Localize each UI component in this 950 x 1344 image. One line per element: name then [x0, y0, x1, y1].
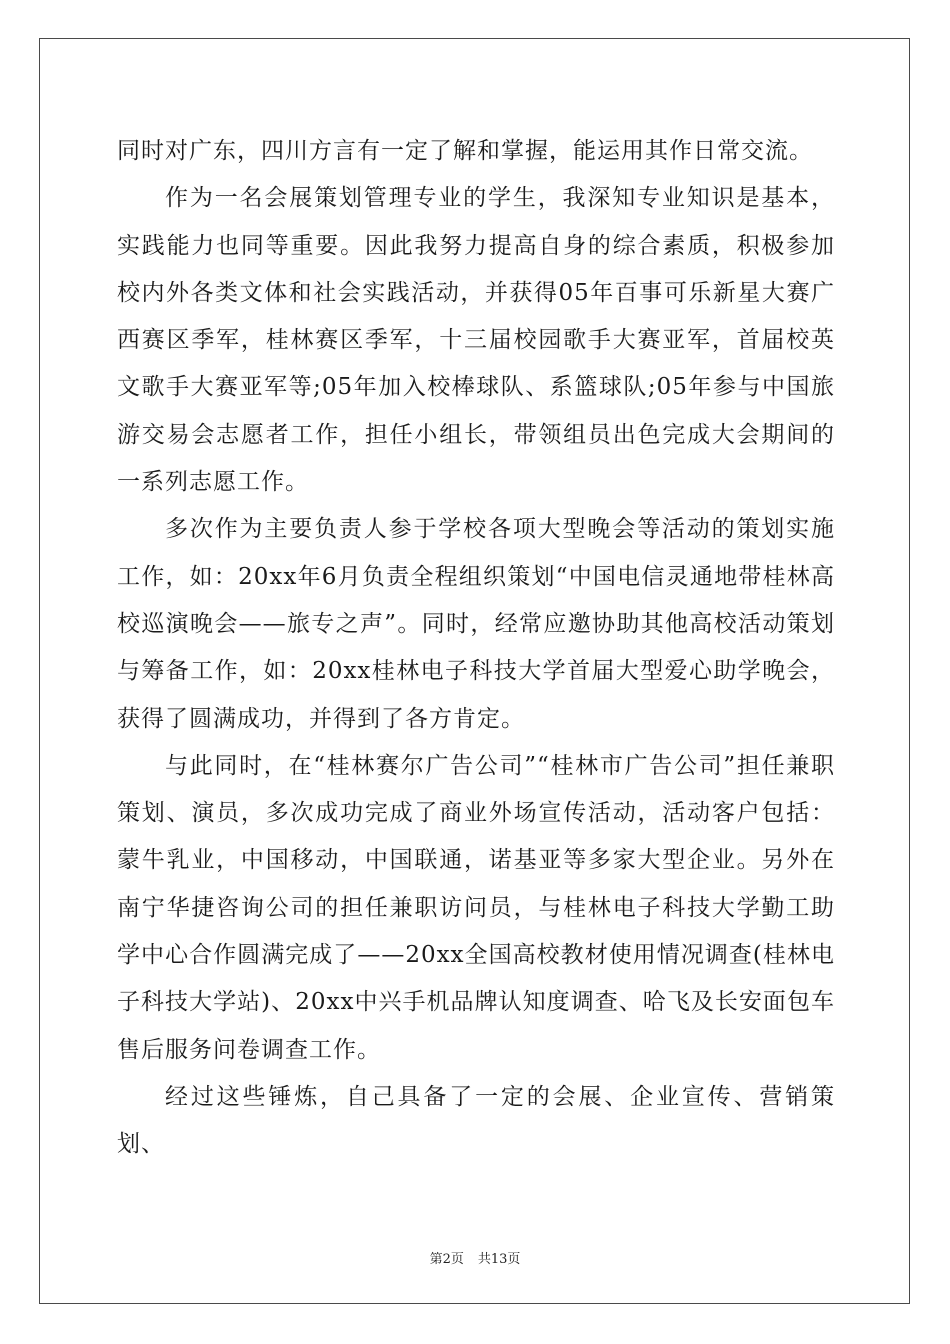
paragraph-practice-activities: 作为一名会展策划管理专业的学生，我深知专业知识是基本，实践能力也同等重要。因此我努力提高自身的综合素质，积极参加校内外各类文体和社会实践活动，并获得05年百事可乐新星大赛广西赛区季军，桂林赛区季军，十三届校园歌手大赛亚军，首届校英文歌手大赛亚军等;05年加入校棒球队、系篮球队;05年参与中国旅游交易会志愿者工作，担任小组长，带领组员出色完成大会期间的一系列志愿工作。 [117, 185, 835, 496]
paragraph-event-planning: 多次作为主要负责人参于学校各项大型晚会等活动的策划实施工作，如：20xx年6月负责全程组织策划“中国电信灵通地带桂林高校巡演晚会——旅专之声”。同时，经常应邀协助其他高校活动策划与筹备工作，如：20xx桂林电子科技大学首届大型爱心助学晚会，获得了圆满成功，并得到了各方肯定。 [117, 516, 835, 732]
page-footer [0, 1248, 950, 1267]
paragraph-summary: 经过这些锤炼，自己具备了一定的会展、企业宣传、营销策划、 [117, 1083, 835, 1158]
document-body [117, 128, 835, 1169]
paragraph-continuation: 同时对广东，四川方言有一定了解和掌握，能运用其作日常交流。 [117, 138, 813, 164]
page-number: 第2页 [429, 1252, 464, 1267]
page-total: 共13页 [477, 1252, 521, 1267]
paragraph-part-time-work: 与此同时，在“桂林赛尔广告公司”“桂林市广告公司”担任兼职策划、演员，多次成功完成了商业外场宣传活动，活动客户包括：蒙牛乳业，中国移动，中国联通，诺基亚等多家大型企业。另外在南宁华捷咨询公司的担任兼职访问员，与桂林电子科技大学勤工助学中心合作圆满完成了——20xx全国高校教材使用情况调查(桂林电子科技大学站)、20xx中兴手机品牌认知度调查、哈飞及长安面包车售后服务问卷调查工作。 [117, 752, 835, 1063]
